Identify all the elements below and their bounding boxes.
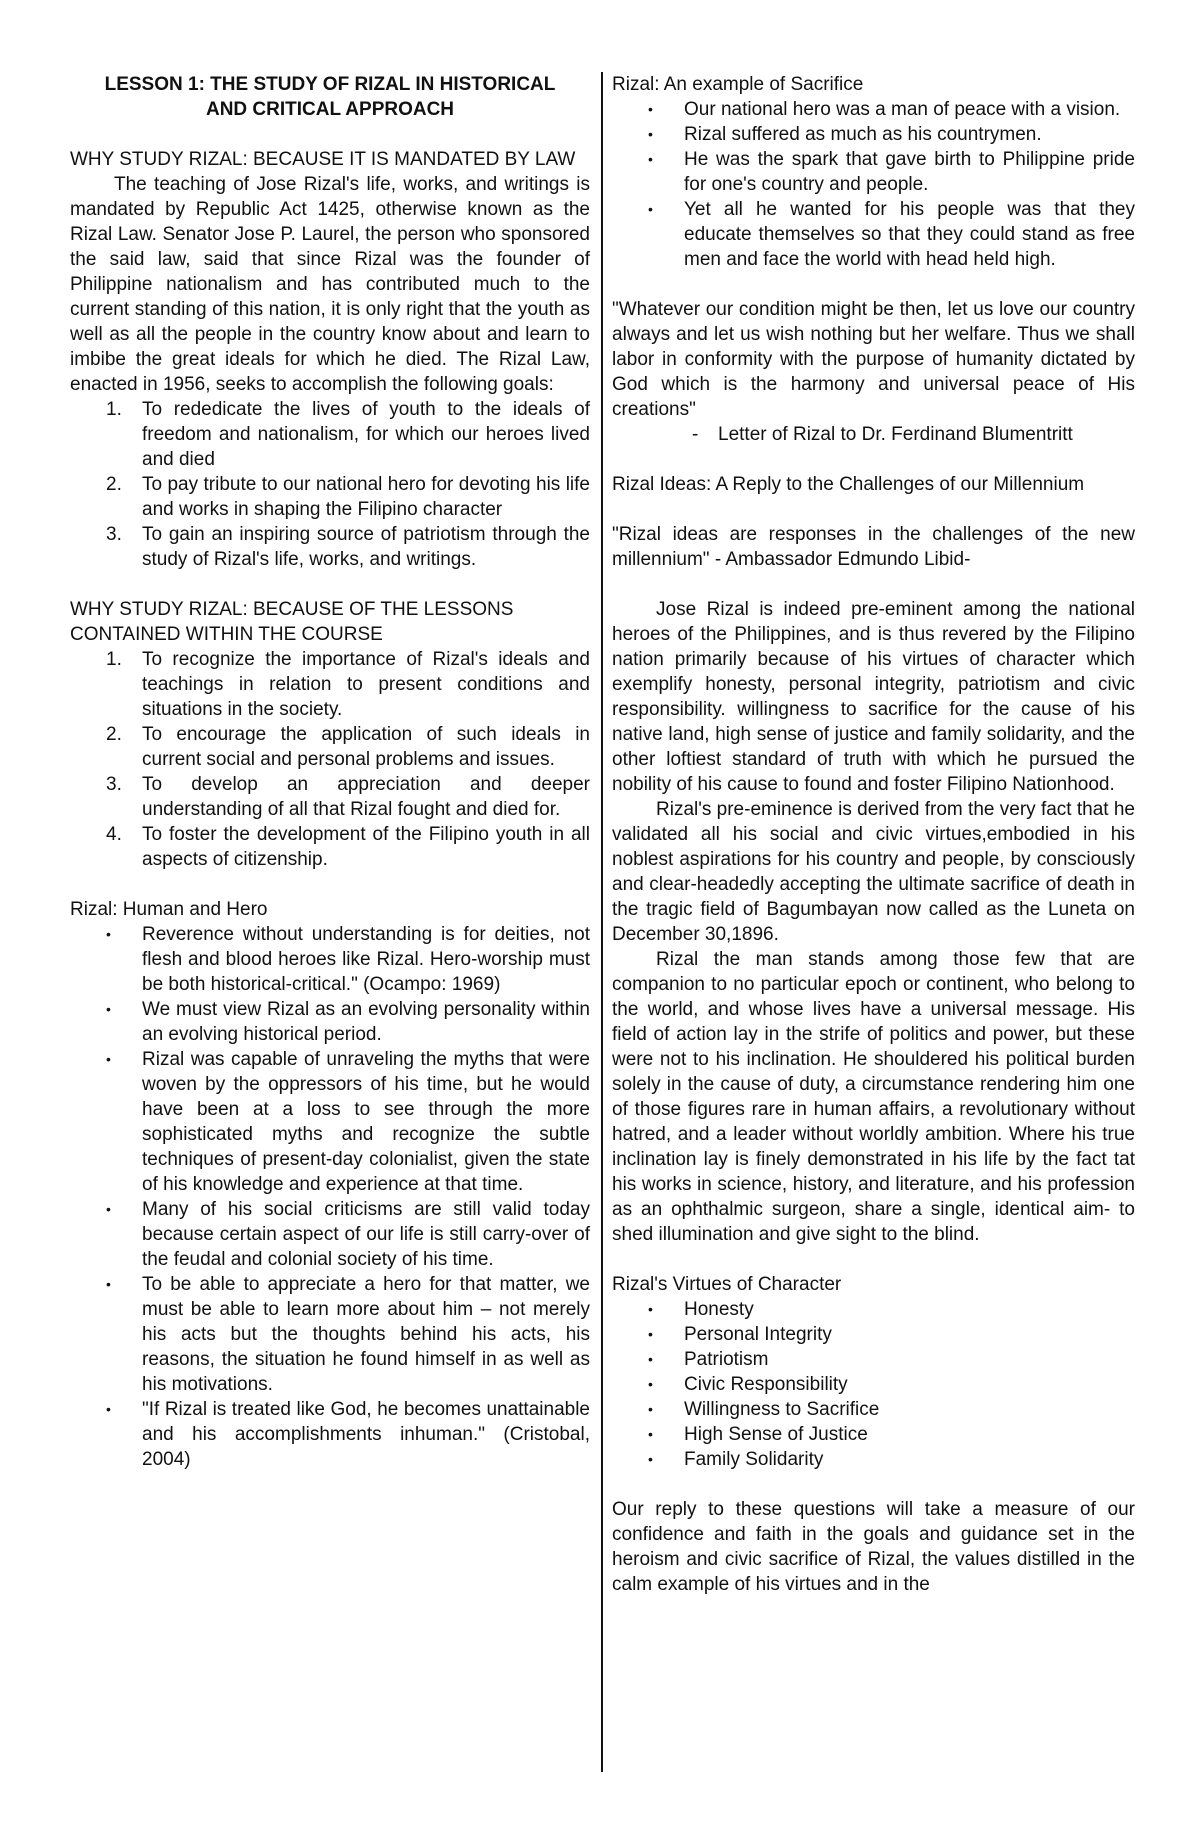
- list-item: [70, 647, 590, 722]
- pre-eminence-paragraph: Jose Rizal is indeed pre-eminent among the national heroes of the Philippines, and is thus revered by the Filipino nation primarily because of his virtues of character which exemplify honesty, personal integrity, patriotism and civic responsibility. willingness to sacrifice for the cause of his native land, high sense of justice and family solidarity, and the other loftiest standard of truth with which he pursued the nobility of his cause to found and foster Filipino Nationhood.: [612, 599, 1135, 795]
- list-item: [70, 522, 590, 572]
- list-item: [70, 1272, 590, 1397]
- list-text: To recognize the importance of Rizal's ideals and teachings in relation to present conditions and situations in the society.: [142, 649, 590, 720]
- list-text: Our national hero was a man of peace with a vision.: [684, 99, 1121, 120]
- list-number: 1.: [106, 399, 122, 420]
- list-item: [612, 1297, 1135, 1322]
- bullet-icon: •: [106, 1201, 111, 1217]
- lesson-title: [70, 72, 590, 122]
- list-text: To be able to appreciate a hero for that matter, we must be able to learn more about him – not merely his acts but the thoughts behind his acts, his reasons, the situation he found himself in as well as his motivations.: [142, 1274, 590, 1395]
- list-text: Yet all he wanted for his people was that they educate themselves so that they could stand as free men and face the world with head held high.: [684, 199, 1135, 270]
- section-heading-human-hero: Rizal: Human and Hero: [70, 899, 268, 920]
- bullet-icon: •: [648, 1351, 653, 1367]
- blumentritt-quote: "Whatever our condition might be then, let us love our country always and let us wish nothing but her welfare. Thus we shall labor in conformity with the purpose of humanity dictated by God which is the harmony and universal peace of His creations": [612, 299, 1135, 420]
- list-item: [612, 1347, 1135, 1372]
- rizal-law-paragraph: The teaching of Jose Rizal's life, works, and writings is mandated by Republic Act 1425, otherwise known as the Rizal Law. Senator Jose P. Laurel, the person who sponsored the said law, said that since Rizal was the founder of Philippine nationalism and has contributed much to the current standing of this nation, it is only right that the youth as well as all the people in the country know about and learn to imbibe the great ideals for which he died. The Rizal Law, enacted in 1956, seeks to accomplish the following goals:: [70, 174, 590, 395]
- bullet-icon: •: [648, 1326, 653, 1342]
- list-text: To rededicate the lives of youth to the ideals of freedom and nationalism, for which our heroes lived and died: [142, 399, 590, 470]
- virtues-list: [612, 1297, 1135, 1472]
- section-heading-ideas: Rizal Ideas: A Reply to the Challenges of our Millennium: [612, 474, 1085, 495]
- list-text: Civic Responsibility: [684, 1374, 848, 1395]
- list-text: To encourage the application of such ideals in current social and personal problems and issues.: [142, 724, 590, 770]
- list-item: [612, 1422, 1135, 1447]
- list-text: Honesty: [684, 1299, 754, 1320]
- libid-quote: "Rizal ideas are responses in the challenges of the new millennium" - Ambassador Edmundo Libid-: [612, 524, 1135, 570]
- course-lessons-list: [70, 647, 590, 872]
- list-number: 2.: [106, 474, 122, 495]
- list-text: To foster the development of the Filipino youth in all aspects of citizenship.: [142, 824, 590, 870]
- rizal-law-goals: [70, 397, 590, 572]
- title-line-2: AND CRITICAL APPROACH: [205, 99, 455, 120]
- bullet-icon: •: [648, 101, 653, 117]
- bullet-icon: •: [106, 926, 111, 942]
- bullet-icon: •: [648, 201, 653, 217]
- bullet-icon: •: [106, 1276, 111, 1292]
- bullet-icon: •: [648, 1401, 653, 1417]
- bullet-icon: •: [648, 151, 653, 167]
- list-item: [612, 1397, 1135, 1422]
- list-text: Rizal suffered as much as his countrymen.: [684, 124, 1042, 145]
- list-number: 4.: [106, 824, 122, 845]
- dash-marker: -: [692, 424, 699, 445]
- list-text: Patriotism: [684, 1349, 769, 1370]
- list-item: [70, 822, 590, 872]
- bullet-icon: •: [106, 1051, 111, 1067]
- list-text: Personal Integrity: [684, 1324, 832, 1345]
- list-item: [612, 197, 1135, 272]
- list-text: Willingness to Sacrifice: [684, 1399, 880, 1420]
- quote-source-text: Letter of Rizal to Dr. Ferdinand Blumentritt: [718, 424, 1073, 445]
- right-column: [612, 72, 1135, 1597]
- section-heading-lessons: WHY STUDY RIZAL: BECAUSE OF THE LESSONS CONTAINED WITHIN THE COURSE: [70, 599, 514, 645]
- left-column: [70, 72, 590, 1472]
- column-divider: [601, 72, 603, 1772]
- list-item: [612, 97, 1135, 122]
- sacrifice-paragraph: Rizal's pre-eminence is derived from the very fact that he validated all his social and civic virtues,embodied in his noblest aspirations for his country and people, by consciously and clear-headedly accepting the ultimate sacrifice of death in the tragic field of Bagumbayan now called as the Luneta on December 30,1896.: [612, 799, 1135, 945]
- list-item: [70, 472, 590, 522]
- list-item: [70, 1197, 590, 1272]
- bullet-icon: •: [106, 1001, 111, 1017]
- bullet-icon: •: [648, 1451, 653, 1467]
- list-text: We must view Rizal as an evolving personality within an evolving historical period.: [142, 999, 590, 1045]
- section-heading-sacrifice: Rizal: An example of Sacrifice: [612, 74, 864, 95]
- list-text: He was the spark that gave birth to Philippine pride for one's country and people.: [684, 149, 1135, 195]
- list-item: [612, 147, 1135, 197]
- list-item: [70, 997, 590, 1047]
- human-hero-bullets: [70, 922, 590, 1472]
- list-item: [70, 772, 590, 822]
- list-item: [70, 397, 590, 472]
- list-number: 3.: [106, 524, 122, 545]
- list-text: High Sense of Justice: [684, 1424, 868, 1445]
- list-item: [612, 1372, 1135, 1397]
- list-item: [70, 722, 590, 772]
- list-item: [70, 922, 590, 997]
- list-item: [612, 122, 1135, 147]
- list-text: To gain an inspiring source of patriotism through the study of Rizal's life, works, and writings.: [142, 524, 590, 570]
- list-text: To develop an appreciation and deeper understanding of all that Rizal fought and died for.: [142, 774, 590, 820]
- list-item: [612, 1322, 1135, 1347]
- list-number: 2.: [106, 724, 122, 745]
- list-text: To pay tribute to our national hero for devoting his life and works in shaping the Filipino character: [142, 474, 590, 520]
- title-line-1: LESSON 1: THE STUDY OF RIZAL IN HISTORICAL: [104, 74, 556, 95]
- section-heading-virtues: Rizal's Virtues of Character: [612, 1274, 842, 1295]
- list-text: "If Rizal is treated like God, he becomes unattainable and his accomplishments inhuman." (Cristobal, 2004): [142, 1399, 590, 1470]
- list-text: Reverence without understanding is for deities, not flesh and blood heroes like Rizal. Hero-worship must be both historical-critical." (Ocampo: 1969): [142, 924, 590, 995]
- list-item: [612, 1447, 1135, 1472]
- list-text: Family Solidarity: [684, 1449, 824, 1470]
- list-item: [70, 1047, 590, 1197]
- bullet-icon: •: [648, 126, 653, 142]
- bullet-icon: •: [106, 1401, 111, 1417]
- list-text: Many of his social criticisms are still valid today because certain aspect of our life is still carry-over of the feudal and colonial society of his time.: [142, 1199, 590, 1270]
- quote-source: [612, 422, 1135, 447]
- list-text: Rizal was capable of unraveling the myths that were woven by the oppressors of his time, but he would have been at a loss to see through the more sophisticated myths and recognize the subtle techniques of present-day colonialist, given the state of his knowledge and experience at that time.: [142, 1049, 590, 1195]
- sacrifice-bullets: [612, 97, 1135, 272]
- list-number: 1.: [106, 649, 122, 670]
- list-number: 3.: [106, 774, 122, 795]
- bullet-icon: •: [648, 1376, 653, 1392]
- bullet-icon: •: [648, 1426, 653, 1442]
- section-heading-mandated: WHY STUDY RIZAL: BECAUSE IT IS MANDATED BY LAW: [70, 149, 576, 170]
- closing-paragraph: Our reply to these questions will take a measure of our confidence and faith in the goals and guidance set in the heroism and civic sacrifice of Rizal, the values distilled in the calm example of his virtues and in the: [612, 1499, 1135, 1595]
- universal-message-paragraph: Rizal the man stands among those few that are companion to no particular epoch or continent, who belong to the world, and whose lives have a universal message. His field of action lay in the strife of politics and power, but these were not to his inclination. He shouldered his political burden solely in the cause of duty, a circumstance rendering him one of those figures rare in human affairs, a revolutionary without hatred, and a leader without worldly ambition. Where his true inclination lay is finely demonstrated in his life by the fact tat his works in science, history, and literature, and his profession as an ophthalmic surgeon, share a single, identical aim- to shed illumination and give sight to the blind.: [612, 949, 1135, 1245]
- list-item: [70, 1397, 590, 1472]
- bullet-icon: •: [648, 1301, 653, 1317]
